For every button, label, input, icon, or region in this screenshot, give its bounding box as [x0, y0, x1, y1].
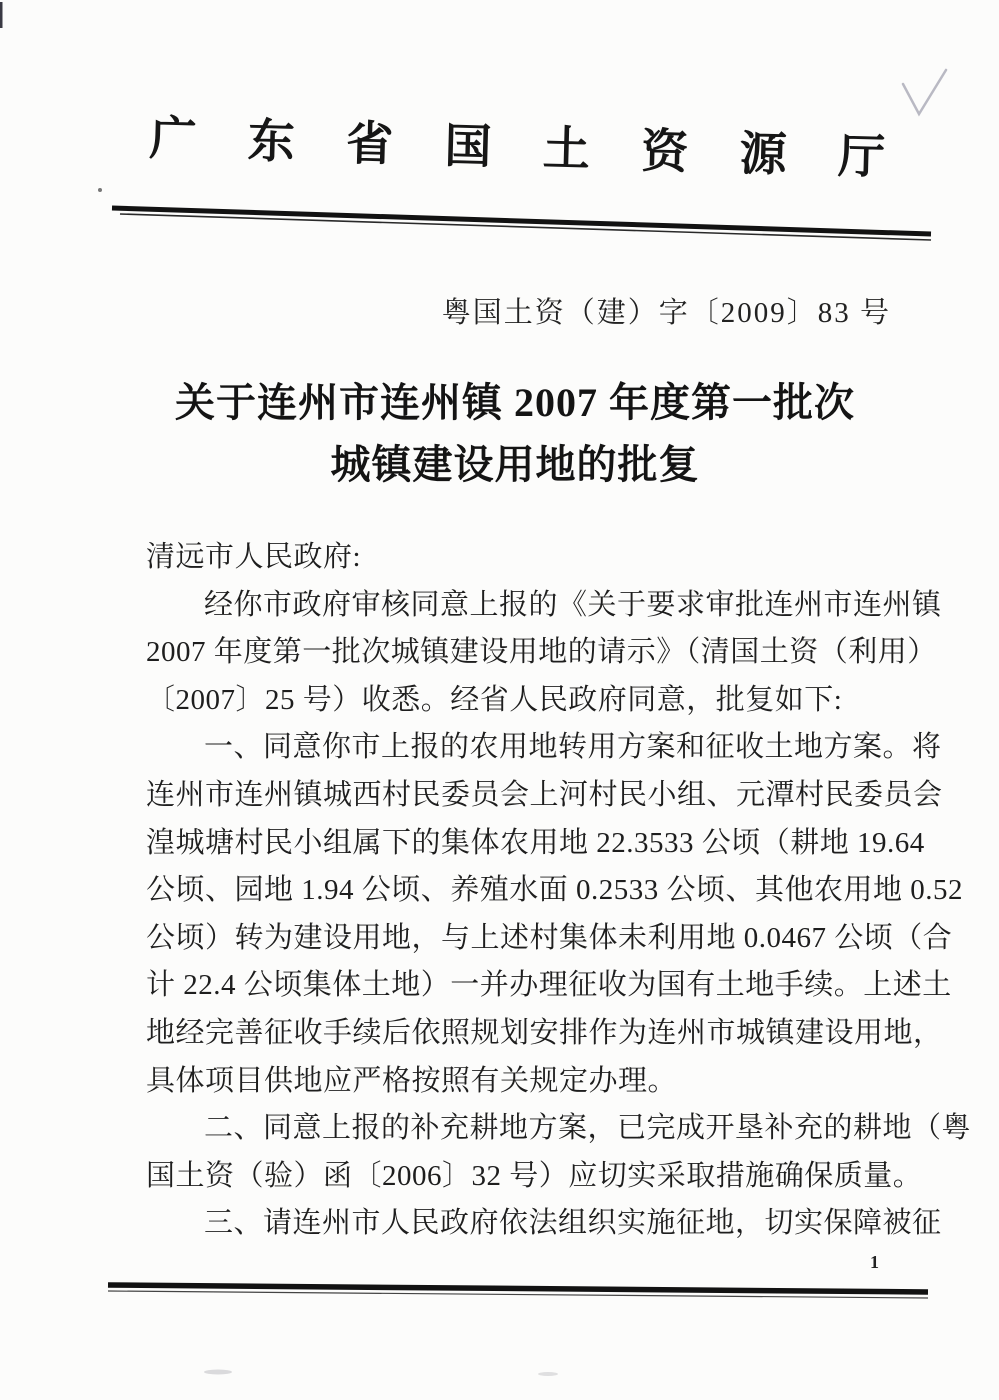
scan-smudge	[204, 1370, 232, 1375]
bottom-scan-line	[108, 1285, 928, 1292]
body-line: 地经完善征收手续后依照规划安排作为连州市城镇建设用地，	[146, 1016, 943, 1049]
page-number: 1	[870, 1252, 879, 1272]
body-line: 连州市连州镇城西村民委员会上河村民小组、元潭村民委员会	[146, 778, 943, 811]
body-line: 计 22.4 公顷集体土地）一并办理征收为国有土地手续。上述土	[146, 969, 952, 1002]
scan-smudge	[538, 1372, 558, 1376]
pencil-check-mark	[903, 70, 946, 114]
letterhead-agency-name	[148, 114, 885, 195]
ink-speck	[98, 188, 102, 192]
bottom-scan-line-echo	[108, 1291, 928, 1298]
body-line: 具体项目供地应严格按照有关规定办理。	[146, 1064, 678, 1097]
agency-name-char: 资	[640, 125, 689, 180]
agency-name-char: 源	[738, 128, 788, 182]
agency-name-char: 东	[247, 115, 296, 169]
body-line: 国土资（验）函〔2006〕32 号）应切实采取措施确保质量。	[146, 1159, 923, 1192]
body-line: 湟城塘村民小组属下的集体农用地 22.3533 公顷（耕地 19.64	[146, 826, 925, 859]
document-title-line1: 关于连州市连州镇 2007 年度第一批次	[175, 380, 855, 425]
body-line: 〔2007〕25 号）收悉。经省人民政府同意，批复如下:	[146, 683, 843, 716]
body-line: 2007 年度第一批次城镇建设用地的请示》（清国土资（利用）	[146, 636, 937, 669]
body-line: 经你市政府审核同意上报的《关于要求审批连州市连州镇	[204, 588, 942, 621]
agency-name-char: 国	[443, 120, 493, 174]
document-body	[146, 534, 972, 1248]
agency-name-char: 土	[542, 123, 591, 177]
body-line: 二、同意上报的补充耕地方案，已完成开垦补充的耕地（粤	[204, 1112, 972, 1145]
body-line: 一、同意你市上报的农用地转用方案和征收土地方案。将	[204, 731, 942, 764]
document-reference-number: 粤国土资（建）字〔2009〕83 号	[441, 297, 891, 329]
agency-name-char: 厅	[837, 131, 886, 185]
body-line: 公顷、园地 1.94 公顷、养殖水面 0.2533 公顷、其他农用地 0.52	[146, 874, 964, 907]
body-line-salutation: 清远市人民政府:	[146, 541, 362, 573]
document-title-line2: 城镇建设用地的批复	[330, 442, 700, 487]
letterhead-separator-line	[112, 208, 931, 234]
agency-name-char: 广	[148, 113, 198, 167]
scan-edge-artifact	[0, 2, 3, 28]
document-title	[100, 372, 930, 496]
letterhead-separator-line-echo	[120, 214, 931, 240]
agency-name-char: 省	[345, 118, 394, 172]
body-line: 公顷）转为建设用地，与上述村集体未利用地 0.0467 公顷（合	[146, 921, 953, 954]
body-line: 三、请连州市人民政府依法组织实施征地，切实保障被征	[204, 1207, 942, 1240]
